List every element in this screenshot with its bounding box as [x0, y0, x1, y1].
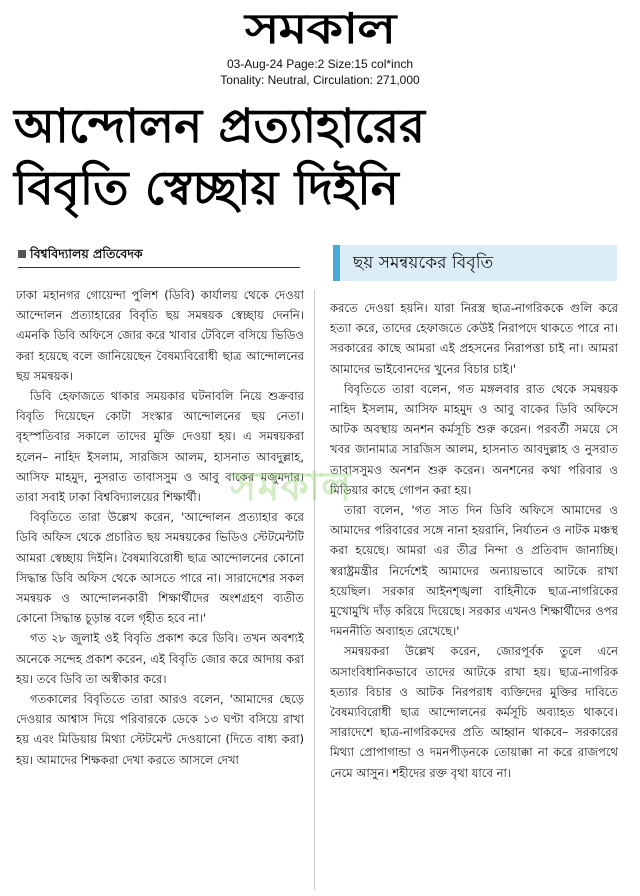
headline-line-1: আন্দোলন প্রত্যাহারের [14, 99, 426, 154]
section-accent-bar [333, 245, 340, 281]
paragraph: বিবৃতিতে তারা উল্লেখ করেন, 'আন্দোলন প্রত্যাহার করে ডিবি অফিস থেকে প্রচারিত ছয় সমন্বয়কের ভিডিও স্টেটমেন্টটি আমরা স্বেচ্ছায় দিইনি। বৈষম্যবিরোধী ছাত্র আন্দোলনের কোনো সিদ্ধান্ত ডিবি অফিস থেকে আসতে পারে না। সারাদেশের সকল সমন্বয়ক ও আন্দোলনকারী শিক্ষার্থীদের অংশগ্রহণ ব্যতীত কোনো সিদ্ধান্ত চূড়ান্ত বলে গৃহীত হবে না।' [16, 510, 304, 626]
square-bullet-icon [18, 250, 26, 258]
paragraph: বিবৃতিতে তারা বলেন, গত মঙ্গলবার রাত থেকে সমন্বয়ক নাহিদ ইসলাম, আসিফ মাহমুদ ও আবু বাকের ডিবি অফিসে আটক অবস্থায় অনশন কর্মসূচি শুরু করেন। পরবর্তী সময়ে সে খবর জানামাত্র সারজিস আলম, হাসনাত আবদুল্লাহ ও নুসরাত তাবাসসুমও অনশন শুরু করেন। অনশনের কথা পরিবার ও মিডিয়ার কাছে গোপন করা হয়। [330, 381, 618, 497]
masthead-logo: সমকাল [245, 4, 395, 53]
byline-text: বিশ্ববিদ্যালয় প্রতিবেদক [30, 246, 143, 261]
paragraph: ডিবি হেফাজতে থাকার সময়কার ঘটনাবলি নিয়ে শুক্রবার বিবৃতি দিয়েছেন কোটা সংস্কার আন্দোলনের ছয় নেতা। বৃহস্পতিবার সকালে তাদের মুক্তি দেওয়া হয়। এ সমন্বয়করা হলেন– নাহিদ ইসলাম, সারজিস আলম, হাসনাত আবদুল্লাহ, আসিফ মাহমুদ, নুসরাত তাবাসসুম ও আবু বাকের মজুমদার। তারা সবাই ঢাকা বিশ্ববিদ্যালয়ের শিক্ষার্থী। [16, 389, 304, 505]
paragraph: গত ২৮ জুলাই ওই বিবৃতি প্রকাশ করে ডিবি। তখন অবশ্যই অনেকে সন্দেহ প্রকাশ করেন, এই বিবৃতি জোর করে আদায় করা হয়। তবে ডিবি তা অস্বীকার করে। [16, 631, 304, 686]
paragraph: ঢাকা মহানগর গোয়েন্দা পুলিশ (ডিবি) কার্যালয় থেকে দেওয়া আন্দোলন প্রত্যাহারের বিবৃতি ছয় সমন্বয়ক স্বেচ্ছায় দেননি। এমনকি ডিবি অফিসে জোর করে খাবার টেবিলে বসিয়ে ভিডিও করা হয়েছে বলে জানিয়েছেন বৈষম্যবিরোধী ছাত্র আন্দোলনের ছয় সমন্বয়ক। [16, 288, 304, 383]
section-box [333, 245, 617, 281]
paragraph: সমন্বয়করা উল্লেখ করেন, জোরপূর্বক তুলে এনে অসাংবিধানিকভাবে তাদের আটকে রাখা হয়। ছাত্র-নাগরিক হত্যার বিচার ও আটক নিরপরাধ ব্যক্তিদের মুক্তির দাবিতে বৈষম্যবিরোধী ছাত্র আন্দোলনের কর্মসূচি অব্যাহত থাকবে। সারাদেশে ছাত্র-নাগরিকদের প্রতি আহ্বান থাকবে– সরকারের মিথ্যা প্রোপাগান্ডা ও দমনপীড়নকে তোয়াক্কা না করে রাজপথে নেমে আসুন। শহীদের রক্ত বৃথা যাবে না। [330, 644, 618, 780]
paragraph: গতকালের বিবৃতিতে তারা আরও বলেন, 'আমাদের ছেড়ে দেওয়ার আশ্বাস দিয়ে পরিবারকে ডেকে ১৩ ঘণ্টা বসিয়ে রাখা হয় এবং মিডিয়ায় মিথ্যা স্টেটমেন্ট দেওয়ানো (দিতে বাধ্য করা) হয়। আমাদের শিক্ষকরা দেখা করতে আসলে দেখা [16, 692, 304, 767]
article-column-1 [16, 285, 304, 770]
headline [14, 96, 624, 220]
tonality-circulation-line: Tonality: Neutral, Circulation: 271,000 [220, 73, 420, 87]
headline-line-2: বিবৃতি স্বেচ্ছায় দিইনি [14, 161, 399, 216]
section-box-title: ছয় সমন্বয়কের বিবৃতি [353, 253, 494, 273]
byline [18, 245, 300, 268]
clip-info-line: 03-Aug-24 Page:2 Size:15 col*inch [226, 57, 414, 71]
paragraph: করতে দেওয়া হয়নি। যারা নিরস্ত্র ছাত্র-নাগরিককে গুলি করে হত্যা করে, তাদের হেফাজতে কেউই নিরাপদে থাকতে পারে না। সরকারের কাছে আমরা এই প্রহসনের নিরাপত্তা চাই না। আমরা আমাদের ভাইবোনদের খুনের বিচার চাই।' [330, 301, 618, 376]
watermark: সমকাল [230, 464, 353, 510]
column-divider [314, 290, 315, 890]
article-column-2 [330, 298, 618, 783]
paragraph: তারা বলেন, 'গত সাত দিন ডিবি অফিসে আমাদের ও আমাদের পরিবারের সঙ্গে নানা হয়রানি, নির্যাতন ও নাটক মঞ্চস্থ করা হয়েছে। আমরা এর তীব্র নিন্দা ও প্রতিবাদ জানাচ্ছি। স্বরাষ্ট্রমন্ত্রীর নির্দেশেই আমাদের অন্যায়ভাবে আটকে রাখা হয়েছিল। সরকার আইনশৃঙ্খলা বাহিনীকে ছাত্র-নাগরিকের মুখোমুখি দাঁড় করিয়ে দিয়েছে। সরকার এখনও শিক্ষার্থীদের ওপর দমননীতি অব্যাহত রেখেছে।' [330, 503, 618, 639]
